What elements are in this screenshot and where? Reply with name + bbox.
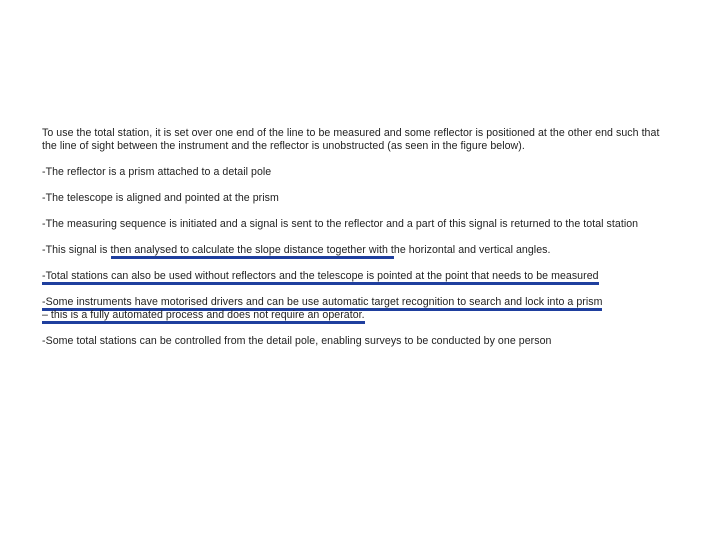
signal-analysed-pre: -This signal is bbox=[42, 244, 111, 256]
motorised-line1: -Some instruments have motorised drivers and can be use automatic target recognition to search and lock into a prism bbox=[42, 296, 602, 311]
motorised-line2b: does not require an operator. bbox=[227, 309, 365, 324]
bullet-signal-analysed bbox=[42, 244, 674, 257]
text-body bbox=[42, 127, 674, 361]
bullet-detail-pole-control: -Some total stations can be controlled from the detail pole, enabling surveys to be conducted by one person bbox=[42, 335, 552, 347]
bullet-reflector-prism: -The reflector is a prism attached to a detail pole bbox=[42, 166, 272, 178]
bullet-reflectorless bbox=[42, 270, 674, 283]
motorised-line2a: – this is a fully automated process and bbox=[42, 309, 227, 324]
reflectorless-underlined: -Total stations can also be used without reflectors and the telescope is pointed at the point that needs to be measured bbox=[42, 270, 599, 285]
bullet-motorised-instruments bbox=[42, 296, 674, 322]
bullet-measuring-sequence: -The measuring sequence is initiated and a signal is sent to the reflector and a part of this signal is returned to the total station bbox=[42, 218, 639, 230]
intro-paragraph: To use the total station, it is set over one end of the line to be measured and some reflector is positioned at the other end such that the line of sight between the instrument and the reflector is unobstructed (as seen in the figure below). bbox=[42, 127, 660, 152]
signal-analysed-underlined: then analysed to calculate the slope distance together with t bbox=[111, 244, 394, 259]
signal-analysed-post: he horizontal and vertical angles. bbox=[393, 244, 551, 256]
bullet-telescope-aligned: -The telescope is aligned and pointed at the prism bbox=[42, 192, 279, 204]
